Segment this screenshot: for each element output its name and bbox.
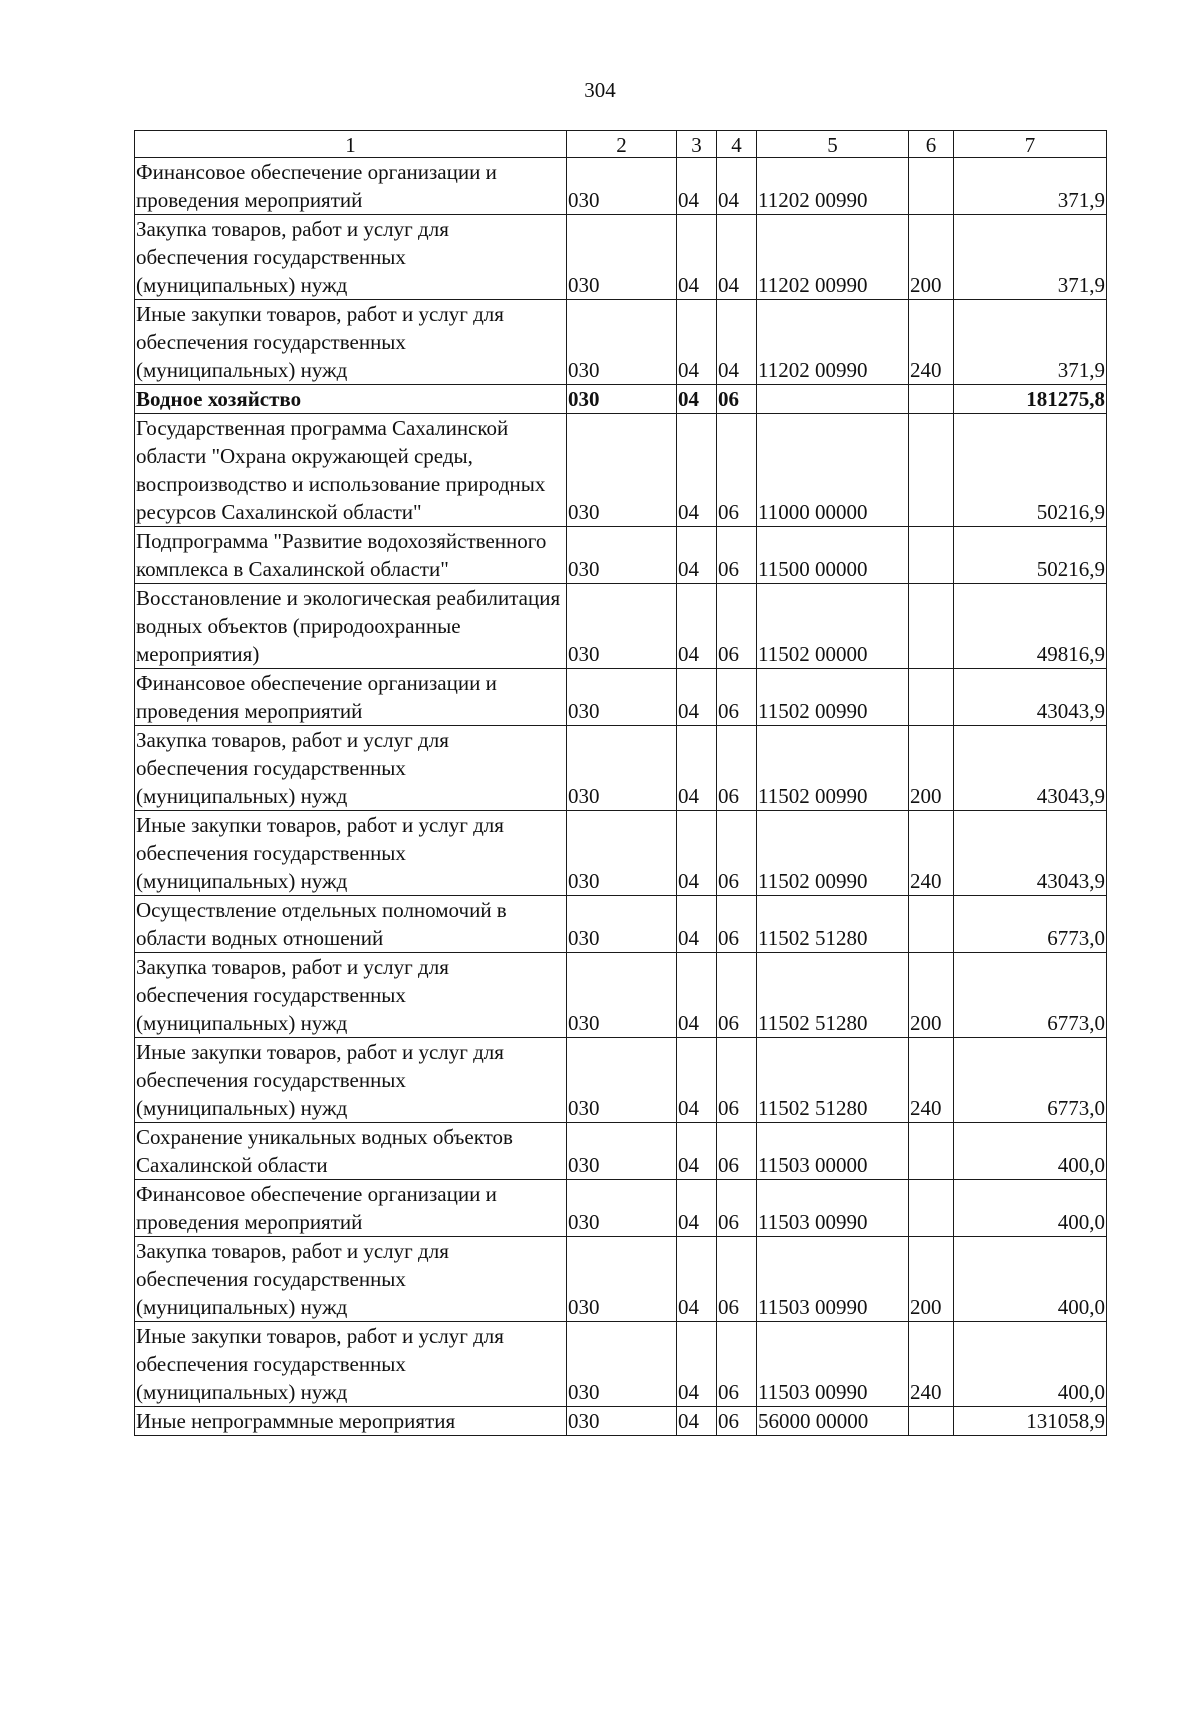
row-section-cell: 04	[677, 215, 717, 300]
row-name-cell: Закупка товаров, работ и услуг для обеспечения государственных (муниципальных) нужд	[135, 726, 567, 811]
table-row	[135, 1237, 1107, 1322]
row-expense-type-cell	[909, 1407, 954, 1436]
row-amount-cell: 371,9	[954, 300, 1107, 385]
row-amount-cell: 43043,9	[954, 811, 1107, 896]
row-amount-cell: 371,9	[954, 215, 1107, 300]
row-code-cell: 030	[567, 1407, 677, 1436]
row-name-cell: Водное хозяйство	[135, 385, 567, 414]
row-name-cell: Восстановление и экологическая реабилитация водных объектов (природоохранные мероприятия)	[135, 584, 567, 669]
table-row	[135, 1123, 1107, 1180]
row-section-cell: 04	[677, 527, 717, 584]
table-row	[135, 300, 1107, 385]
row-code-cell: 030	[567, 1038, 677, 1123]
row-name-cell: Иные непрограммные мероприятия	[135, 1407, 567, 1436]
row-amount-cell: 181275,8	[954, 385, 1107, 414]
row-subsection-cell: 06	[717, 669, 757, 726]
row-expense-type-cell	[909, 1180, 954, 1237]
row-subsection-cell: 06	[717, 811, 757, 896]
row-amount-cell: 6773,0	[954, 953, 1107, 1038]
row-code-cell: 030	[567, 726, 677, 811]
row-code-cell: 030	[567, 953, 677, 1038]
table-row	[135, 1322, 1107, 1407]
row-section-cell: 04	[677, 1180, 717, 1237]
table-row	[135, 527, 1107, 584]
row-expense-type-cell: 240	[909, 1038, 954, 1123]
row-subsection-cell: 06	[717, 953, 757, 1038]
row-amount-cell: 131058,9	[954, 1407, 1107, 1436]
row-amount-cell: 6773,0	[954, 1038, 1107, 1123]
row-name-cell: Иные закупки товаров, работ и услуг для обеспечения государственных (муниципальных) нужд	[135, 1322, 567, 1407]
table-row	[135, 953, 1107, 1038]
row-section-cell: 04	[677, 300, 717, 385]
column-header-1: 1	[135, 131, 567, 158]
row-target-article-cell: 11503 00990	[757, 1237, 909, 1322]
row-amount-cell: 50216,9	[954, 527, 1107, 584]
row-code-cell: 030	[567, 1237, 677, 1322]
row-amount-cell: 400,0	[954, 1123, 1107, 1180]
column-header-5: 5	[757, 131, 909, 158]
row-expense-type-cell	[909, 158, 954, 215]
row-target-article-cell: 11502 00990	[757, 811, 909, 896]
row-expense-type-cell: 200	[909, 215, 954, 300]
row-subsection-cell: 04	[717, 300, 757, 385]
row-code-cell: 030	[567, 896, 677, 953]
row-section-cell: 04	[677, 584, 717, 669]
row-name-cell: Иные закупки товаров, работ и услуг для обеспечения государственных (муниципальных) нужд	[135, 300, 567, 385]
table-row	[135, 1038, 1107, 1123]
row-expense-type-cell: 200	[909, 726, 954, 811]
row-section-cell: 04	[677, 1237, 717, 1322]
row-amount-cell: 400,0	[954, 1180, 1107, 1237]
row-target-article-cell: 56000 00000	[757, 1407, 909, 1436]
row-name-cell: Закупка товаров, работ и услуг для обеспечения государственных (муниципальных) нужд	[135, 215, 567, 300]
row-target-article-cell: 11202 00990	[757, 215, 909, 300]
row-subsection-cell: 06	[717, 1237, 757, 1322]
row-section-cell: 04	[677, 953, 717, 1038]
row-code-cell: 030	[567, 1180, 677, 1237]
row-expense-type-cell	[909, 669, 954, 726]
page-number: 304	[584, 78, 616, 102]
budget-table	[134, 130, 1107, 1436]
row-amount-cell: 49816,9	[954, 584, 1107, 669]
table-row	[135, 1407, 1107, 1436]
row-section-cell: 04	[677, 726, 717, 811]
row-target-article-cell: 11503 00990	[757, 1180, 909, 1237]
row-subsection-cell: 06	[717, 1123, 757, 1180]
row-amount-cell: 50216,9	[954, 414, 1107, 527]
row-expense-type-cell	[909, 1123, 954, 1180]
row-code-cell: 030	[567, 300, 677, 385]
row-subsection-cell: 06	[717, 1322, 757, 1407]
row-section-cell: 04	[677, 414, 717, 527]
table-row	[135, 811, 1107, 896]
row-expense-type-cell: 200	[909, 953, 954, 1038]
row-target-article-cell: 11503 00990	[757, 1322, 909, 1407]
row-code-cell: 030	[567, 158, 677, 215]
row-expense-type-cell: 240	[909, 811, 954, 896]
row-target-article-cell: 11502 00990	[757, 669, 909, 726]
row-code-cell: 030	[567, 1123, 677, 1180]
row-amount-cell: 6773,0	[954, 896, 1107, 953]
row-name-cell: Иные закупки товаров, работ и услуг для обеспечения государственных (муниципальных) нужд	[135, 811, 567, 896]
row-target-article-cell: 11502 00000	[757, 584, 909, 669]
row-amount-cell: 400,0	[954, 1322, 1107, 1407]
row-subsection-cell: 04	[717, 215, 757, 300]
column-header-7: 7	[954, 131, 1107, 158]
row-subsection-cell: 06	[717, 527, 757, 584]
row-expense-type-cell: 240	[909, 300, 954, 385]
row-amount-cell: 400,0	[954, 1237, 1107, 1322]
row-code-cell: 030	[567, 669, 677, 726]
row-name-cell: Закупка товаров, работ и услуг для обеспечения государственных (муниципальных) нужд	[135, 953, 567, 1038]
row-target-article-cell: 11502 51280	[757, 896, 909, 953]
column-header-6: 6	[909, 131, 954, 158]
table-row	[135, 896, 1107, 953]
row-name-cell: Иные закупки товаров, работ и услуг для обеспечения государственных (муниципальных) нужд	[135, 1038, 567, 1123]
row-target-article-cell: 11502 51280	[757, 953, 909, 1038]
table-row	[135, 584, 1107, 669]
column-header-3: 3	[677, 131, 717, 158]
row-name-cell: Государственная программа Сахалинской области "Охрана окружающей среды, воспроизводство и использование природных ресурсов Сахалинской области"	[135, 414, 567, 527]
row-subsection-cell: 06	[717, 1407, 757, 1436]
row-section-cell: 04	[677, 811, 717, 896]
row-section-cell: 04	[677, 158, 717, 215]
row-subsection-cell: 06	[717, 584, 757, 669]
row-subsection-cell: 06	[717, 385, 757, 414]
row-expense-type-cell	[909, 385, 954, 414]
row-section-cell: 04	[677, 1123, 717, 1180]
row-subsection-cell: 06	[717, 896, 757, 953]
table-row	[135, 414, 1107, 527]
row-amount-cell: 43043,9	[954, 669, 1107, 726]
table-row	[135, 1180, 1107, 1237]
row-target-article-cell: 11502 00990	[757, 726, 909, 811]
row-code-cell: 030	[567, 1322, 677, 1407]
row-section-cell: 04	[677, 1322, 717, 1407]
row-name-cell: Финансовое обеспечение организации и проведения мероприятий	[135, 669, 567, 726]
row-code-cell: 030	[567, 584, 677, 669]
table-row	[135, 158, 1107, 215]
row-name-cell: Осуществление отдельных полномочий в области водных отношений	[135, 896, 567, 953]
row-code-cell: 030	[567, 385, 677, 414]
row-expense-type-cell	[909, 584, 954, 669]
table-row	[135, 385, 1107, 414]
row-code-cell: 030	[567, 811, 677, 896]
row-section-cell: 04	[677, 1407, 717, 1436]
table-row	[135, 726, 1107, 811]
column-header-4: 4	[717, 131, 757, 158]
table-row	[135, 215, 1107, 300]
row-amount-cell: 371,9	[954, 158, 1107, 215]
row-target-article-cell	[757, 385, 909, 414]
row-expense-type-cell	[909, 527, 954, 584]
row-name-cell: Финансовое обеспечение организации и проведения мероприятий	[135, 158, 567, 215]
row-expense-type-cell	[909, 414, 954, 527]
row-subsection-cell: 06	[717, 1038, 757, 1123]
row-subsection-cell: 06	[717, 414, 757, 527]
row-code-cell: 030	[567, 527, 677, 584]
row-code-cell: 030	[567, 414, 677, 527]
row-target-article-cell: 11202 00990	[757, 158, 909, 215]
header-row	[135, 131, 1107, 158]
row-target-article-cell: 11503 00000	[757, 1123, 909, 1180]
row-section-cell: 04	[677, 385, 717, 414]
row-target-article-cell: 11502 51280	[757, 1038, 909, 1123]
row-expense-type-cell: 200	[909, 1237, 954, 1322]
row-target-article-cell: 11202 00990	[757, 300, 909, 385]
row-code-cell: 030	[567, 215, 677, 300]
row-name-cell: Подпрограмма "Развитие водохозяйственного комплекса в Сахалинской области"	[135, 527, 567, 584]
row-subsection-cell: 04	[717, 158, 757, 215]
row-amount-cell: 43043,9	[954, 726, 1107, 811]
row-subsection-cell: 06	[717, 726, 757, 811]
row-name-cell: Финансовое обеспечение организации и проведения мероприятий	[135, 1180, 567, 1237]
row-subsection-cell: 06	[717, 1180, 757, 1237]
row-target-article-cell: 11000 00000	[757, 414, 909, 527]
row-section-cell: 04	[677, 1038, 717, 1123]
row-expense-type-cell: 240	[909, 1322, 954, 1407]
column-header-2: 2	[567, 131, 677, 158]
row-name-cell: Сохранение уникальных водных объектов Сахалинской области	[135, 1123, 567, 1180]
row-target-article-cell: 11500 00000	[757, 527, 909, 584]
row-expense-type-cell	[909, 896, 954, 953]
row-section-cell: 04	[677, 669, 717, 726]
row-section-cell: 04	[677, 896, 717, 953]
table-row	[135, 669, 1107, 726]
row-name-cell: Закупка товаров, работ и услуг для обеспечения государственных (муниципальных) нужд	[135, 1237, 567, 1322]
